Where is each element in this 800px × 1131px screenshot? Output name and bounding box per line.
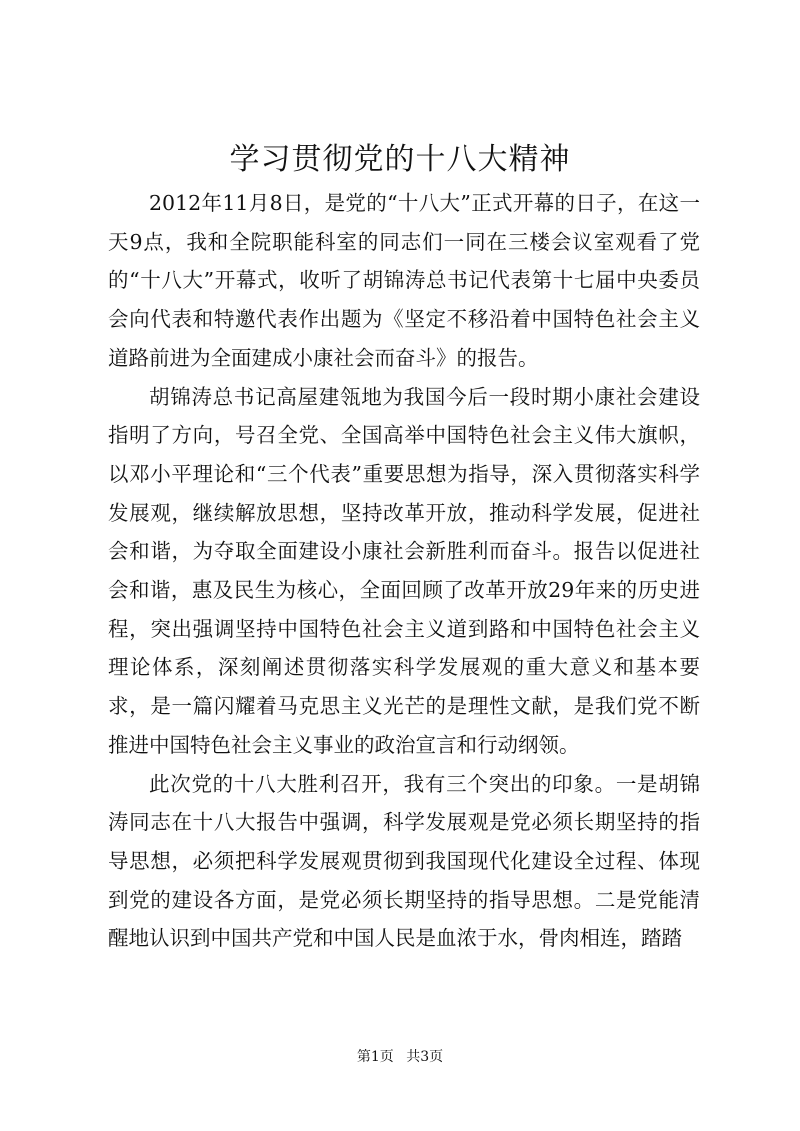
paragraph-3: 此次党的十八大胜利召开，我有三个突出的印象。一是胡锦涛同志在十八大报告中强调，科学发展观是党必须长期坚持的指导思想，必须把科学发展观贯彻到我国现代化建设全过程、体现到党的建设各方面，是党必须长期坚持的指导思想。二是党能清醒地认识到中国共产党和中国人民是血浓于水，骨肉相连，踏踏	[108, 771, 700, 951]
document-title: 学习贯彻党的十八大精神	[229, 142, 571, 177]
document-body	[108, 184, 700, 958]
page-total: 共3页	[406, 1049, 444, 1065]
page-number: 第1页	[356, 1049, 394, 1065]
page-footer	[0, 1047, 800, 1067]
paragraph-2: 胡锦涛总书记高屋建瓴地为我国今后一段时期小康社会建设指明了方向，号召全党、全国高举中国特色社会主义伟大旗帜，以邓小平理论和“三个代表”重要思想为指导，深入贯彻落实科学发展观，继续解放思想，坚持改革开放，推动科学发展，促进社会和谐，为夺取全面建设小康社会新胜利而奋斗。报告以促进社会和谐，惠及民生为核心，全面回顾了改革开放29年来的历史进程，突出强调坚持中国特色社会主义道到路和中国特色社会主义理论体系，深刻阐述贯彻落实科学发展观的重大意义和基本要求，是一篇闪耀着马克思主义光芒的是理性文献，是我们党不断推进中国特色社会主义事业的政治宣言和行动纲领。	[108, 384, 700, 757]
paragraph-1: 2012年11月8日，是党的“十八大”正式开幕的日子，在这一天9点，我和全院职能科室的同志们一同在三楼会议室观看了党的“十八大”开幕式，收听了胡锦涛总书记代表第十七届中央委员会向代表和特邀代表作出题为《坚定不移沿着中国特色社会主义道路前进为全面建成小康社会而奋斗》的报告。	[108, 191, 700, 370]
